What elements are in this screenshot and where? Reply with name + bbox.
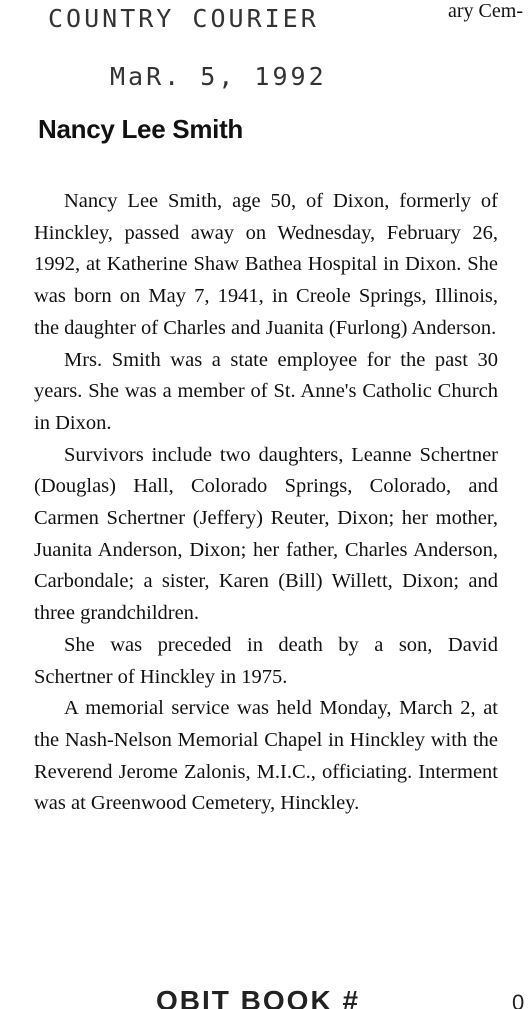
adjacent-article-fragment: ary Cem- [448, 0, 523, 22]
obituary-body [34, 186, 498, 820]
paragraph-employment: Mrs. Smith was a state employee for the past 30 years. She was a member of St. Anne's Catholic Church in Dixon. [34, 348, 498, 434]
newspaper-name-stamp: COUNTRY COURIER [48, 4, 319, 33]
paragraph-preceded: She was preceded in death by a son, David Schertner of Hinckley in 1975. [34, 633, 498, 688]
edge-mark: 0 [512, 990, 525, 1009]
obit-book-stamp: OBIT BOOK # [156, 985, 361, 1009]
date-stamp: MaR. 5, 1992 [110, 62, 327, 91]
obituary-headline: Nancy Lee Smith [38, 114, 244, 144]
paragraph-survivors: Survivors include two daughters, Leanne Schertner (Douglas) Hall, Colorado Springs, Colorado, and Carmen Schertner (Jeffery) Reuter, Dixon; her mother, Juanita Anderson, Dixon; her father, Charles Anderson, Carbondale; a sister, Karen (Bill) Willett, Dixon; and three grandchildren. [34, 443, 498, 625]
paragraph-service: A memorial service was held Monday, March 2, at the Nash-Nelson Memorial Chapel in Hinckley with the Reverend Jerome Zalonis, M.I.C., officiating. Interment was at Greenwood Cemetery, Hinckley. [34, 697, 498, 815]
paragraph-intro: Nancy Lee Smith, age 50, of Dixon, formerly of Hinckley, passed away on Wednesday, February 26, 1992, at Katherine Shaw Bathea Hospital in Dixon. She was born on May 7, 1941, in Creole Springs, Illinois, the daughter of Charles and Juanita (Furlong) Anderson. [34, 190, 498, 339]
